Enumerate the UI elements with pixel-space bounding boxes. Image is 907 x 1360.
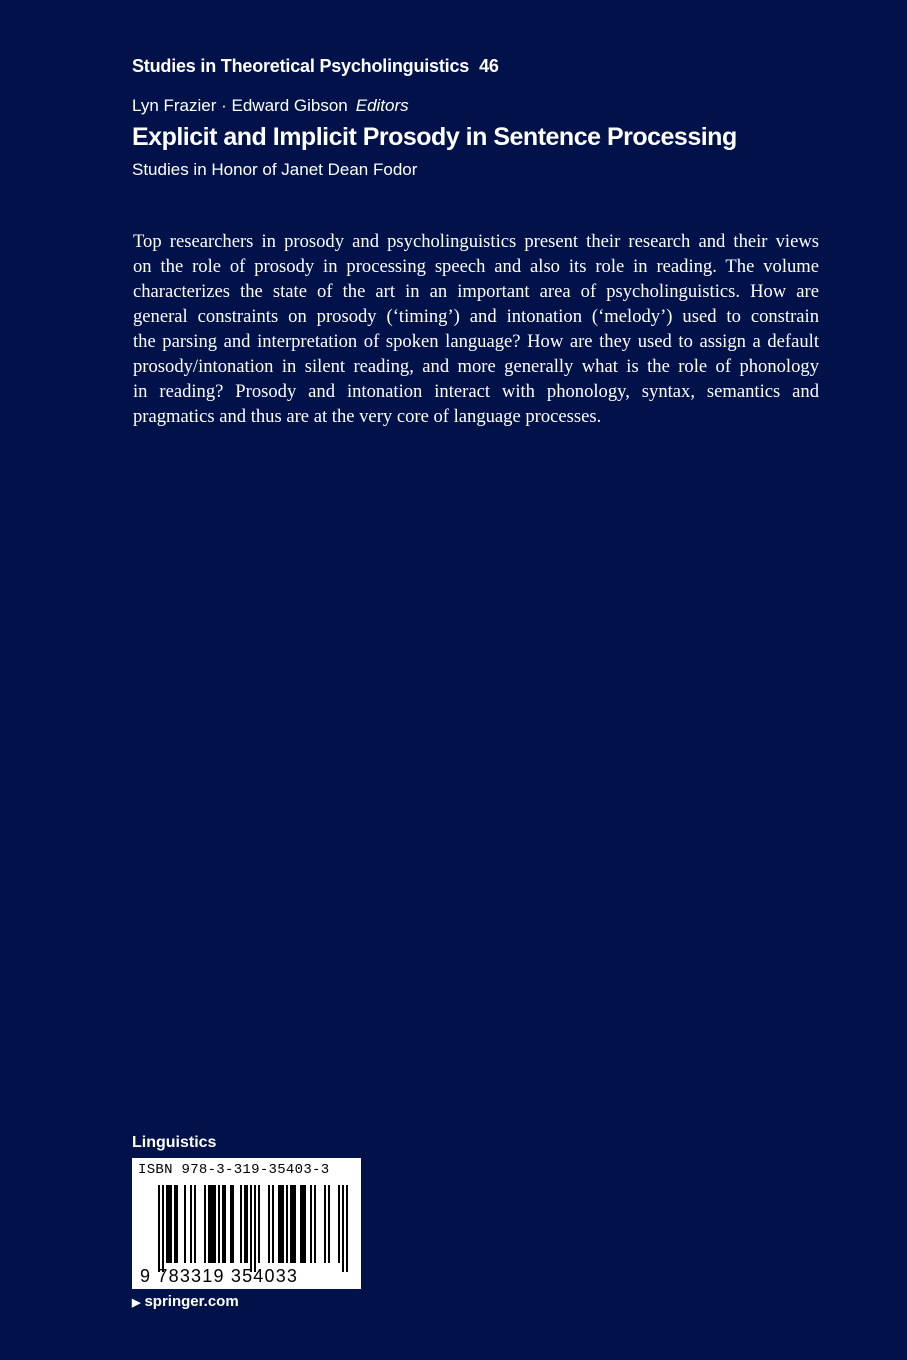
barcode-bar: [240, 1185, 242, 1263]
barcode-bar: [304, 1185, 306, 1263]
book-subtitle: Studies in Honor of Janet Dean Fodor: [132, 160, 418, 179]
barcode-bar: [282, 1185, 284, 1263]
isbn-barcode: [132, 1158, 361, 1289]
barcode-bar: [208, 1185, 210, 1263]
barcode-bar: [292, 1185, 294, 1263]
isbn-label: ISBN 978-3-319-35403-3: [138, 1162, 330, 1178]
barcode-bar: [272, 1185, 274, 1263]
barcode-bar: [338, 1185, 340, 1263]
barcode-bar: [328, 1185, 330, 1263]
blurb: [133, 229, 819, 429]
barcode-bar: [278, 1185, 280, 1263]
blurb-line: the parsing and interpretation of spoken language? How are they used to assign a default: [133, 331, 819, 352]
book-title: Explicit and Implicit Prosody in Sentence Processing: [132, 123, 737, 151]
subject-category: Linguistics: [132, 1134, 217, 1151]
series-name: Studies in Theoretical Psycholinguistics: [132, 56, 470, 76]
barcode-bar: [268, 1185, 270, 1263]
barcode-bar: [290, 1185, 292, 1263]
barcode-bar: [194, 1185, 196, 1263]
barcode-bar: [254, 1185, 256, 1272]
barcode-bar: [230, 1185, 232, 1263]
blurb-line: prosody/intonation in silent reading, and more generally what is the role of phonology: [133, 356, 819, 377]
barcode-bar: [258, 1185, 260, 1263]
publisher-website[interactable]: [132, 1293, 239, 1310]
blurb-line: in reading? Prosody and intonation interact with phonology, syntax, semantics and: [133, 381, 819, 402]
editors-role: Editors: [355, 96, 409, 115]
barcode-bar: [176, 1185, 178, 1263]
website-text: springer.com: [144, 1293, 239, 1310]
barcode-bar: [162, 1185, 164, 1272]
barcode-bar: [214, 1185, 216, 1263]
barcode-bar: [310, 1185, 312, 1263]
editor-names: Lyn Frazier · Edward Gibson: [132, 96, 348, 115]
barcode-bar: [232, 1185, 234, 1263]
barcode-bar: [222, 1185, 224, 1263]
barcode-bar: [168, 1185, 170, 1263]
barcode-bar: [158, 1185, 160, 1272]
barcode-bar: [166, 1185, 168, 1263]
barcode-bar: [324, 1185, 326, 1263]
barcode-bar: [302, 1185, 304, 1263]
series-title: [132, 56, 499, 77]
barcode-bar: [212, 1185, 214, 1263]
barcode-bar: [184, 1185, 186, 1263]
barcode-bar: [224, 1185, 226, 1263]
editors-line: [132, 96, 409, 116]
barcode-bar: [246, 1185, 248, 1263]
barcode-bar: [190, 1185, 192, 1263]
barcode-bar: [204, 1185, 206, 1263]
barcode-bar: [218, 1185, 220, 1263]
arrow-right-icon: ▶: [132, 1297, 141, 1309]
barcode-bar: [300, 1185, 302, 1263]
barcode-bar: [286, 1185, 288, 1263]
barcode-bar: [174, 1185, 176, 1263]
blurb-line: general constraints on prosody (‘timing’) and intonation (‘melody’) used to constrain: [133, 306, 819, 327]
blurb-line: on the role of prosody in processing speech and also its role in reading. The volume: [133, 256, 819, 277]
barcode-bar: [294, 1185, 296, 1263]
barcode-bar: [210, 1185, 212, 1263]
blurb-line: characterizes the state of the art in an important area of psycholinguistics. How are: [133, 281, 819, 302]
series-volume: 46: [479, 56, 499, 76]
barcode-bar: [280, 1185, 282, 1263]
barcode-bar: [346, 1185, 348, 1272]
barcode-bar: [244, 1185, 246, 1263]
blurb-line: pragmatics and thus are at the very core of language processes.: [133, 406, 602, 427]
barcode-bar: [314, 1185, 316, 1263]
barcode-bar: [170, 1185, 172, 1263]
ean-digits: 9 783319 354033: [140, 1266, 299, 1286]
blurb-line: Top researchers in prosody and psycholinguistics present their research and their views: [133, 231, 819, 252]
barcode-bar: [342, 1185, 344, 1272]
barcode-bar: [250, 1185, 252, 1272]
